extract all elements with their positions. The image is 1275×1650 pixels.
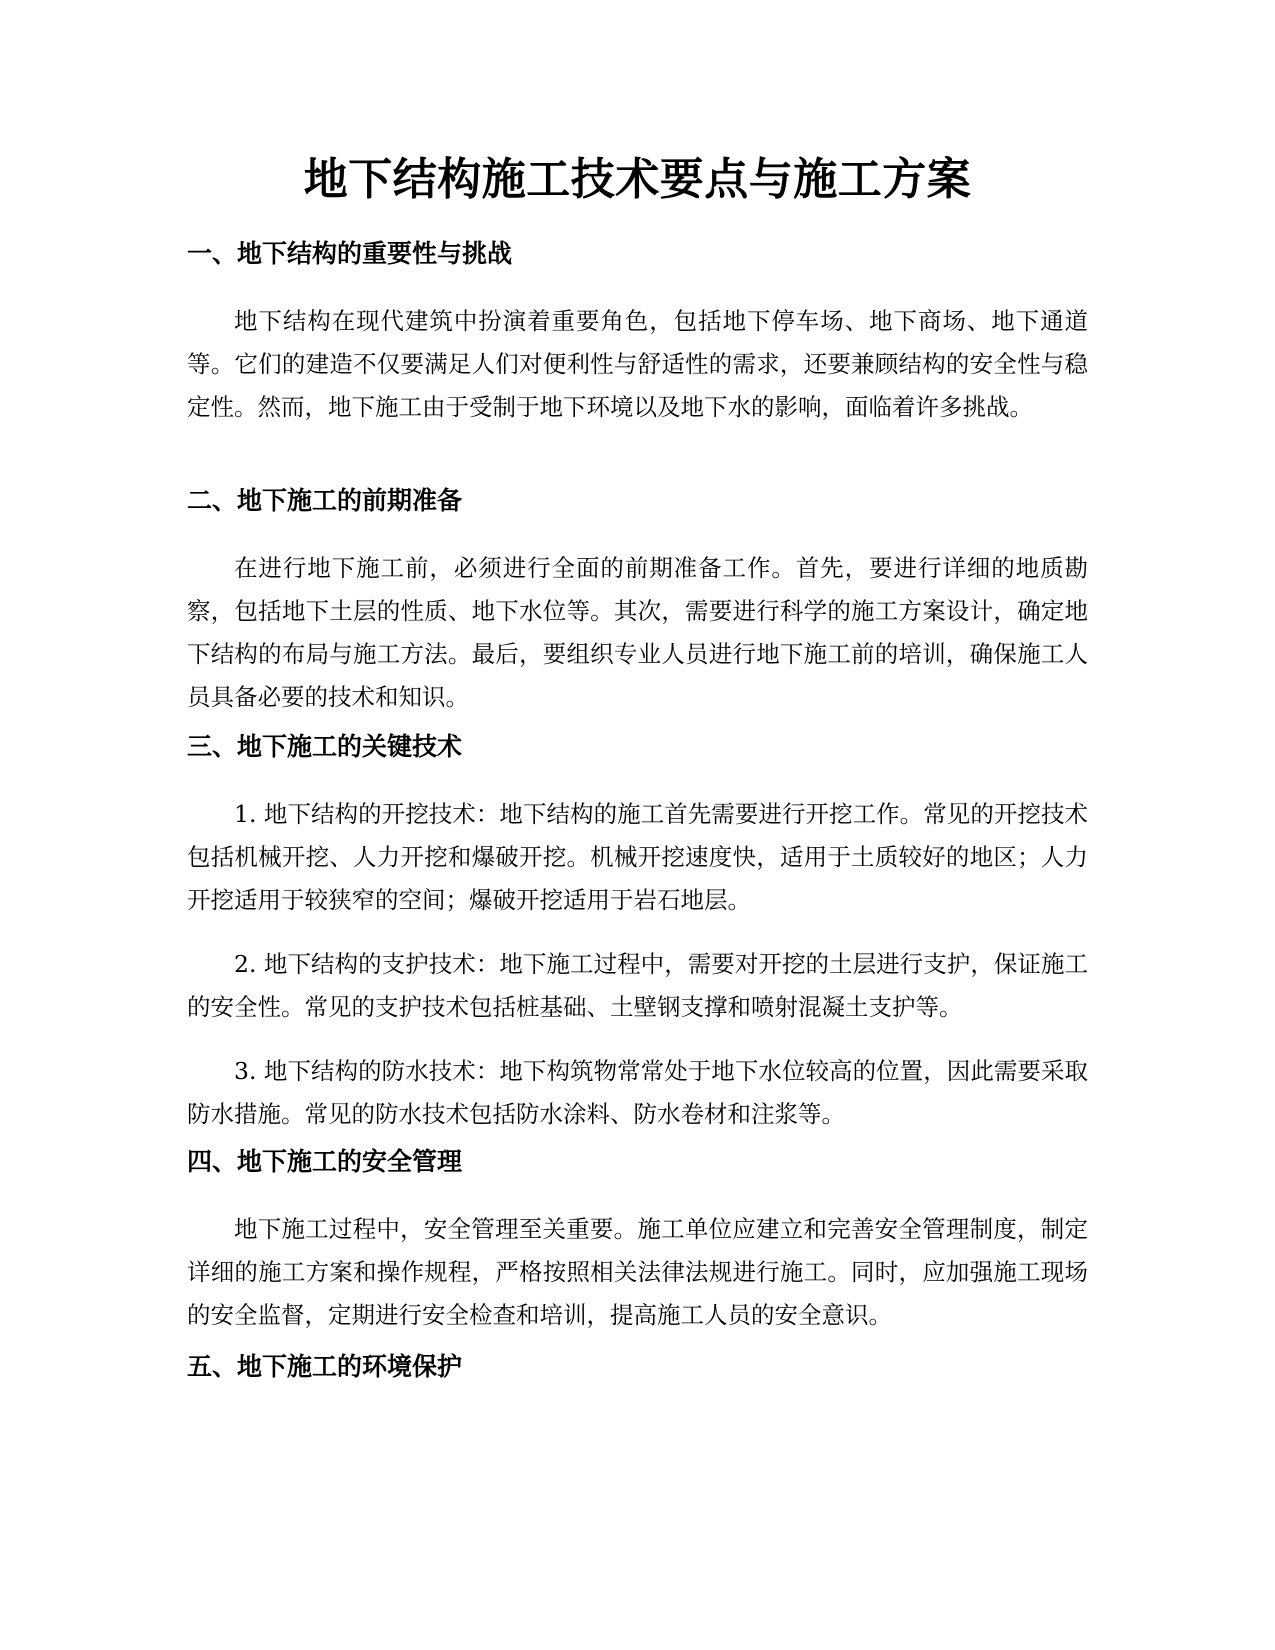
section-paragraph: 2. 地下结构的支护技术：地下施工过程中，需要对开挖的土层进行支护，保证施工的安全性。常见的支护技术包括桩基础、土壁钢支撑和喷射混凝土支护等。: [187, 950, 1088, 1021]
section-paragraph: 地下施工过程中，安全管理至关重要。施工单位应建立和完善安全管理制度，制定详细的施工方案和操作规程，严格按照相关法律法规进行施工。同时，应加强施工现场的安全监督，定期进行安全检查和培训，提高施工人员的安全意识。: [187, 1215, 1088, 1329]
section-paragraph: 地下结构在现代建筑中扮演着重要角色，包括地下停车场、地下商场、地下通道等。它们的建造不仅要满足人们对便利性与舒适性的需求，还要兼顾结构的安全性与稳定性。然而，地下施工由于受制于地下环境以及地下水的影响，面临着许多挑战。: [187, 307, 1088, 421]
section-paragraph: 3. 地下结构的防水技术：地下构筑物常常处于地下水位较高的位置，因此需要采取防水措施。常见的防水技术包括防水涂料、防水卷材和注浆等。: [187, 1057, 1088, 1128]
section-key-techniques: [187, 730, 1088, 1136]
section-paragraph: 1. 地下结构的开挖技术：地下结构的施工首先需要进行开挖工作。常见的开挖技术包括机械开挖、人力开挖和爆破开挖。机械开挖速度快，适用于土质较好的地区；人力开挖适用于较狭窄的空间；爆破开挖适用于岩石地层。: [187, 800, 1088, 914]
section-preparation: [187, 484, 1088, 719]
section-heading: 四、地下施工的安全管理: [187, 1147, 463, 1176]
section-paragraph: 在进行地下施工前，必须进行全面的前期准备工作。首先，要进行详细的地质勘察，包括地下土层的性质、地下水位等。其次，需要进行科学的施工方案设计，确定地下结构的布局与施工方法。最后，要组织专业人员进行地下施工前的培训，确保施工人员具备必要的技术和知识。: [187, 554, 1088, 711]
section-heading: 五、地下施工的环境保护: [187, 1352, 463, 1381]
section-safety: [187, 1145, 1088, 1337]
section-importance: [187, 237, 1088, 429]
section-heading: 一、地下结构的重要性与挑战: [187, 239, 513, 268]
section-environment: [187, 1350, 1088, 1384]
section-heading: 三、地下施工的关键技术: [187, 732, 463, 761]
document-page: [187, 0, 1088, 1650]
section-heading: 二、地下施工的前期准备: [187, 486, 463, 515]
document-title: 地下结构施工技术要点与施工方案: [303, 154, 972, 205]
